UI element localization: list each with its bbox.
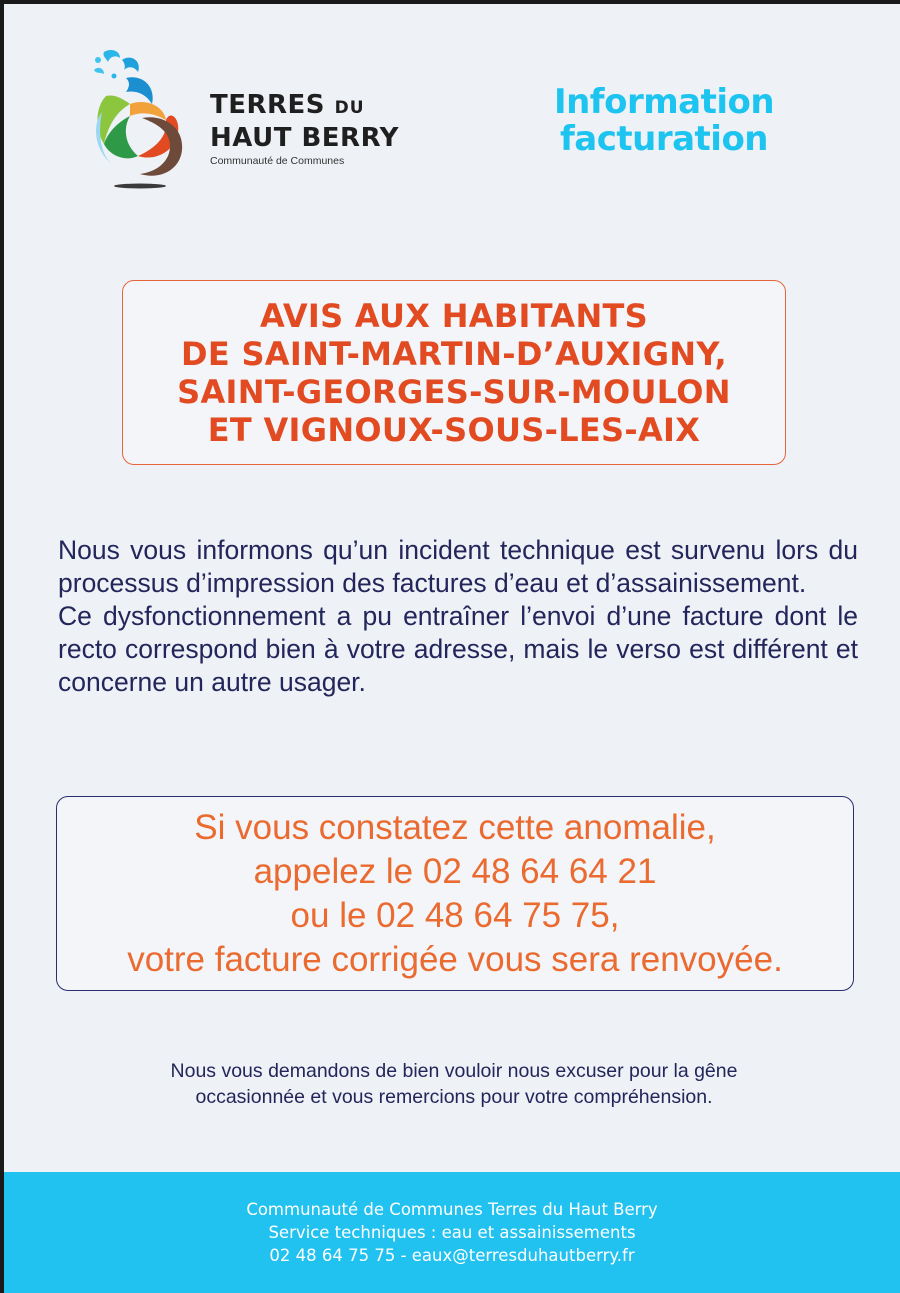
body-paragraph-2: Ce dysfonctionnement a pu entraîner l’envoi d’une facture dont le recto correspond bien à votre adresse, mais le verso est différent et concerne un autre usager. <box>58 601 858 697</box>
notice-line-4: ET VIGNOUX-SOUS-LES-AIX <box>207 410 701 449</box>
brand-line-1 <box>210 90 399 123</box>
body-text <box>58 534 858 699</box>
apology-text <box>64 1058 844 1110</box>
info-title-line-1: Information <box>553 82 775 122</box>
brand-subtitle: Communauté de Communes <box>210 155 345 167</box>
brand-line-2: HAUT BERRY <box>210 123 400 153</box>
contact-line-1: Si vous constatez cette anomalie, <box>194 807 716 847</box>
notice-line-1: AVIS AUX HABITANTS <box>259 296 649 335</box>
contact-box <box>56 796 854 991</box>
apology-line-1: Nous vous demandons de bien vouloir nous excuser pour la gêne <box>170 1060 738 1082</box>
brand-word-terres: TERRES <box>210 90 326 120</box>
flyer-page <box>4 4 900 1293</box>
info-title-line-2: facturation <box>559 119 769 159</box>
terres-du-haut-berry-logo <box>86 46 196 191</box>
footer-contact: 02 48 64 75 75 - eaux@terresduhautberry.fr <box>269 1246 635 1265</box>
body-paragraph-1: Nous vous informons qu’un incident technique est survenu lors du processus d’impression des factures d’eau et d’assainissement. <box>58 535 858 598</box>
brand-word-du: DU <box>334 98 365 118</box>
notice-box <box>122 280 786 465</box>
brand-name <box>210 90 399 167</box>
contact-line-4: votre facture corrigée vous sera renvoyée. <box>127 939 783 979</box>
information-facturation-title <box>524 84 804 158</box>
notice-line-2: DE SAINT-MARTIN-D’AUXIGNY, <box>180 334 728 373</box>
footer-organization: Communauté de Communes Terres du Haut Berry <box>246 1200 658 1219</box>
contact-line-2: appelez le 02 48 64 64 21 <box>253 851 657 891</box>
apology-line-2: occasionnée et vous remercions pour votre compréhension. <box>195 1086 713 1108</box>
notice-line-3: SAINT-GEORGES-SUR-MOULON <box>177 372 731 411</box>
contact-line-3: ou le 02 48 64 75 75, <box>290 895 620 935</box>
footer-service: Service techniques : eau et assainissements <box>268 1223 636 1242</box>
footer-bar <box>4 1172 900 1293</box>
